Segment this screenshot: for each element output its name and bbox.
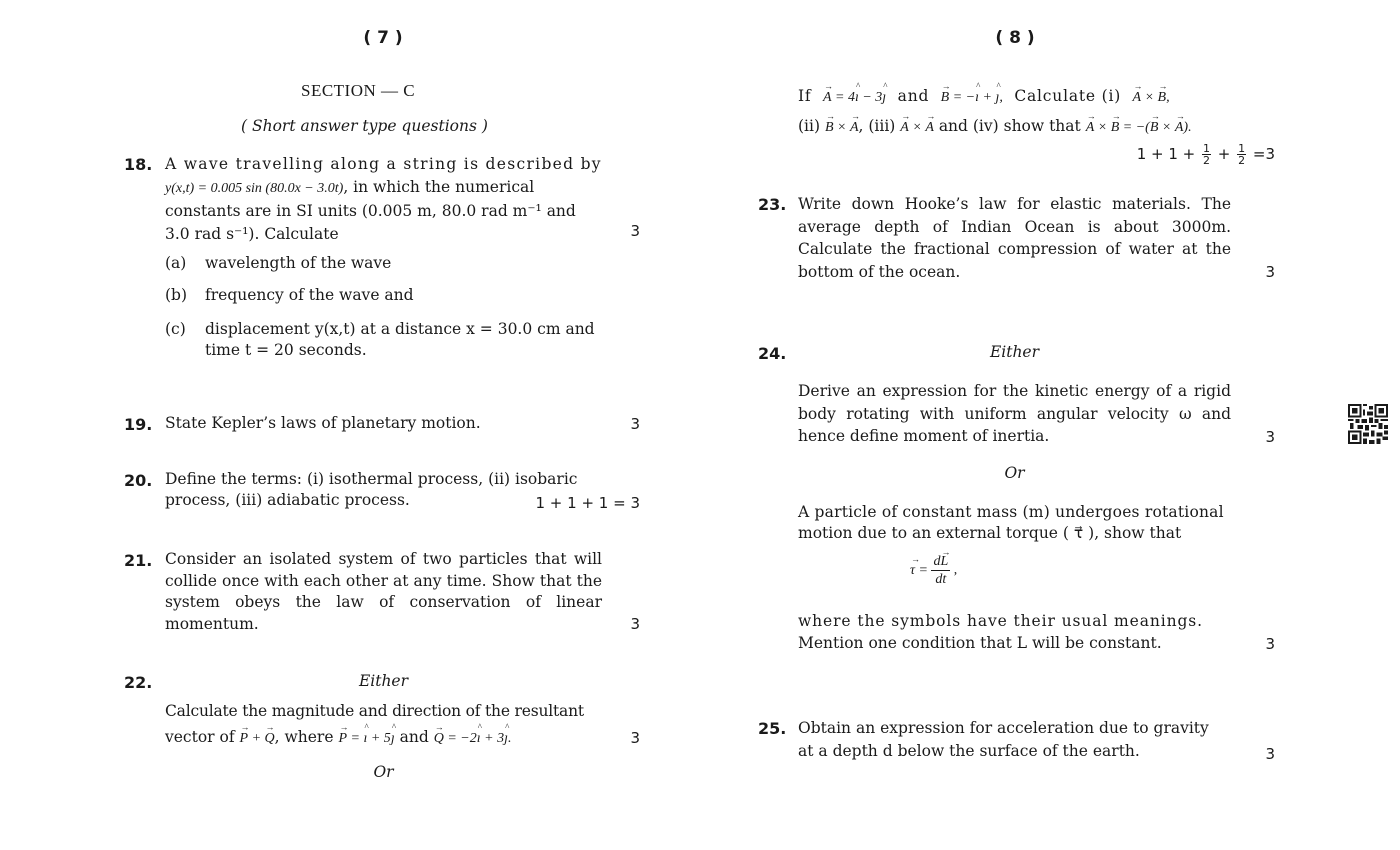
question-number-21: 21. bbox=[124, 551, 153, 570]
if-label: If bbox=[798, 87, 812, 105]
iii-label: , (iii) bbox=[858, 117, 896, 135]
part-text: wavelength of the wave bbox=[205, 254, 392, 272]
q22-or-line2 bbox=[798, 117, 1192, 136]
section-subtitle: ( Short answer type questions ) bbox=[241, 117, 488, 135]
cross-identity: → A × → B = −(→ B × → A). bbox=[1086, 120, 1192, 135]
question-18-text bbox=[165, 153, 602, 245]
q18-part-a bbox=[165, 254, 391, 272]
either-label-22: Either bbox=[358, 672, 409, 690]
part-label: (a) bbox=[165, 254, 187, 272]
q22-where: , where bbox=[274, 728, 334, 746]
part-text: frequency of the wave and bbox=[205, 286, 414, 304]
marks-24-either: 3 bbox=[1265, 428, 1275, 446]
marks-24-or: 3 bbox=[1265, 635, 1275, 653]
part-label: (b) bbox=[165, 286, 188, 304]
vector-a-def: → A = 4^ ı − 3^ ȷ bbox=[823, 90, 886, 105]
question-number-19: 19. bbox=[124, 415, 153, 434]
qr-code bbox=[1348, 404, 1388, 448]
q18-line4: 3.0 rad s⁻¹). Calculate bbox=[165, 224, 339, 243]
question-22-line2 bbox=[165, 728, 512, 747]
page-number-left: ( 7 ) bbox=[363, 28, 403, 48]
marks-25: 3 bbox=[1265, 745, 1275, 763]
q24-or-line3: where the symbols have their usual meanings. bbox=[798, 612, 1203, 630]
q24-or-line2: motion due to an external torque ( τ⃗ ), show that bbox=[798, 524, 1182, 542]
question-24-or-text-2 bbox=[798, 611, 1231, 654]
iv-label: and (iv) show that bbox=[938, 117, 1081, 135]
q24-or-line4: Mention one condition that L will be constant. bbox=[798, 633, 1162, 652]
question-24-or-text bbox=[798, 502, 1231, 544]
marks-18: 3 bbox=[630, 222, 640, 240]
marks-19: 3 bbox=[630, 415, 640, 433]
and-label: and bbox=[897, 87, 930, 105]
question-23-text: Write down Hooke’s law for elastic materials. The average depth of Indian Ocean is about 3000m. Calculate the fractional compression of water at the bottom of the ocean. bbox=[798, 195, 1231, 281]
calculate-label: Calculate (i) bbox=[1014, 87, 1122, 105]
or-label-22: Or bbox=[373, 763, 394, 781]
q18-line2 bbox=[165, 176, 602, 201]
marks-21: 3 bbox=[630, 615, 640, 633]
q20-line1: Define the terms: (i) isothermal process, (ii) isobaric bbox=[165, 470, 578, 488]
vector-sum-pq: → P + → Q bbox=[240, 731, 275, 746]
question-19-text: State Kepler’s laws of planetary motion. bbox=[165, 414, 481, 432]
page-number-right: ( 8 ) bbox=[995, 28, 1035, 48]
vector-b-def: → B = −^ ı + ^ ȷ, bbox=[941, 90, 1003, 105]
q18-line1: A wave travelling along a string is described by bbox=[165, 155, 602, 173]
question-number-18: 18. bbox=[124, 155, 153, 174]
marks-20: 1 + 1 + 1 = 3 bbox=[535, 494, 640, 512]
question-number-20: 20. bbox=[124, 471, 153, 490]
cross-b-a: → B × → A bbox=[825, 120, 859, 135]
marks-23: 3 bbox=[1265, 263, 1275, 281]
question-number-25: 25. bbox=[758, 719, 787, 738]
torque-equation: → τ = $\frac{d\to L}{dt}$ , bbox=[910, 553, 957, 588]
question-number-23: 23. bbox=[758, 195, 787, 214]
vector-p-def: → P = ^ ı + 5^ ȷ bbox=[338, 731, 394, 746]
q25-line2: at a depth d below the surface of the earth. bbox=[798, 741, 1140, 760]
question-number-24: 24. bbox=[758, 344, 787, 363]
cross-a-a: → A × → A bbox=[900, 120, 934, 135]
question-24-either-text: Derive an expression for the kinetic energy of a rigid body rotating with uniform angular velocity ω and hence define moment of inertia. bbox=[798, 382, 1231, 445]
q22-prefix: vector of bbox=[165, 728, 235, 746]
wave-equation: y(x,t) = 0.005 sin (80.0x − 3.0t) bbox=[165, 180, 344, 196]
either-label-24: Either bbox=[989, 343, 1040, 361]
ii-label: (ii) bbox=[798, 117, 821, 135]
q18-line3: constants are in SI units (0.005 m, 80.0 rad m⁻¹ and bbox=[165, 202, 576, 220]
question-number-22: 22. bbox=[124, 673, 153, 692]
vector-q-def: → Q = −2^ ı + 3^ ȷ. bbox=[434, 731, 512, 746]
q22-or-line1 bbox=[798, 87, 1170, 106]
q18-part-c bbox=[165, 319, 595, 361]
section-title: SECTION — C bbox=[301, 81, 416, 100]
part-label: (c) bbox=[165, 320, 186, 338]
q18-part-b bbox=[165, 286, 414, 304]
part-text-2: time t = 20 seconds. bbox=[205, 341, 367, 359]
or-label-24: Or bbox=[1004, 464, 1025, 482]
q25-line1: Obtain an expression for acceleration due to gravity bbox=[798, 719, 1209, 737]
marks-22: 3 bbox=[630, 729, 640, 747]
qr-code-icon bbox=[1348, 404, 1388, 444]
q24-or-line1: A particle of constant mass (m) undergoes rotational bbox=[798, 503, 1224, 521]
question-25-text bbox=[798, 717, 1238, 762]
question-22-line1: Calculate the magnitude and direction of the resultant bbox=[165, 702, 584, 720]
marks-22-or: 1 + 1 + $\frac{1}{2}$ + $\frac{1}{2}$ =3 bbox=[1136, 142, 1275, 167]
q18-line2-rest: , in which the numerical bbox=[343, 177, 535, 196]
q22-and: and bbox=[399, 728, 429, 746]
cross-a-b: → A × → B, bbox=[1133, 90, 1170, 105]
part-text: displacement y(x,t) at a distance x = 30.0 cm and bbox=[205, 320, 595, 338]
q20-line2: process, (iii) adiabatic process. bbox=[165, 491, 410, 509]
question-21-text: Consider an isolated system of two particles that will collide once with each other at any time. Show that the system obeys the law of conservation of linear momentum. bbox=[165, 550, 602, 633]
